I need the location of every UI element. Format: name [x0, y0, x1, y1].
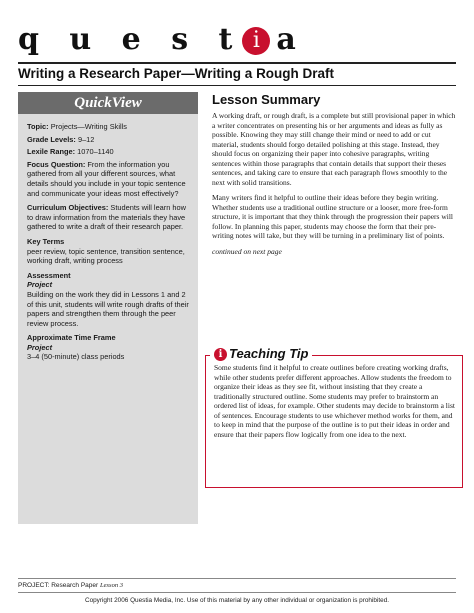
- logo-i-badge: i: [242, 27, 270, 55]
- footer-rule-2: [18, 592, 456, 593]
- page-title: Writing a Research Paper—Writing a Rough Draft: [18, 66, 335, 81]
- lesson-summary-paragraph-2: Many writers find it helpful to outline their ideas before they begin writing. Whether students use a traditional outline structure or a looser, more free-form structure, it is important that they think through the progression their papers will follow. In planning this paper, students may choose the form that their pre-writing notes will take, but they will be turning in a preliminary list of points.: [212, 193, 453, 240]
- quickview-heading: QuickView: [74, 95, 142, 111]
- time-frame-sub: Project: [27, 342, 53, 352]
- footer-project-label: PROJECT: Research Paper: [18, 582, 99, 589]
- curriculum-row: [27, 203, 193, 232]
- teaching-tip-header: [210, 345, 312, 363]
- copyright-notice: Copyright 2006 Questia Media, Inc. Use of this material by any other individual or organization is prohibited.: [84, 597, 390, 604]
- time-frame-row: [27, 333, 193, 362]
- curriculum-label: Curriculum Objectives:: [27, 203, 109, 213]
- time-frame-value: 3–4 (50-minute) class periods: [27, 352, 125, 362]
- topic-label: Topic:: [27, 122, 49, 131]
- curriculum-value: Students will learn how to draw information from the materials they have gathered to write a draft of their research paper.: [27, 203, 186, 232]
- topic-row: [27, 122, 193, 132]
- header-rule: [18, 62, 456, 64]
- teaching-tip-text: Some students find it helpful to create outlines before creating working drafts, while other students prefer different approaches. Allow students the freedom to organize their ideas as they see fit, without insisting that they create a traditionally structured outline. Some students may prefer to brainstorm an ordered list of ideas, for example. Other students may decide to brainstorm a list of sentences. Encourage students to use whichever method works for them, and to keep in mind that the purpose of the outline is to put their ideas in order and ensure that their papers flow logically from one idea to the next.: [214, 363, 455, 439]
- key-terms-row: [27, 237, 193, 266]
- key-terms-value: peer review, topic sentence, transition sentence, working draft, writing process: [27, 246, 185, 266]
- lesson-summary-paragraph-1: A working draft, or rough draft, is a complete but still provisional paper in which a writer concentrates on presenting his or her arguments and ideas as fully as possible. Knowing they may still change their mind or need to add or cut material, students should forgo detailed polishing at this stage. Instead, they should focus on organizing their paper into cohesive paragraphs, writing sentences within those paragraphs that contain details that support their theses sentences, and taking care to ensure that each paragraph flows smoothly to the next with solid transitions.: [212, 111, 456, 187]
- lesson-summary-title: Lesson Summary: [212, 92, 321, 107]
- grade-row: [27, 135, 193, 145]
- info-icon: i: [214, 348, 227, 361]
- time-frame-label: Approximate Time Frame: [27, 333, 116, 343]
- footer-rule: [18, 578, 456, 579]
- questia-logo: [18, 22, 306, 58]
- logo-letter-after: a: [276, 22, 306, 57]
- continued-note: continued on next page: [212, 246, 282, 256]
- assessment-label: Assessment: [27, 270, 71, 280]
- lexile-value: 1070–1140: [77, 147, 114, 157]
- lesson-summary-body: [212, 111, 456, 262]
- quickview-body: [27, 122, 193, 365]
- grade-value: 9–12: [77, 134, 95, 144]
- key-terms-label: Key Terms: [27, 236, 65, 246]
- lexile-label: Lexile Range:: [27, 147, 76, 157]
- footer-project: [18, 582, 123, 589]
- topic-value: Projects—Writing Skills: [50, 122, 127, 131]
- teaching-tip-title: Teaching Tip: [229, 346, 309, 361]
- lexile-row: [27, 147, 193, 157]
- assessment-value: Building on the work they did in Lessons 1 and 2 of this unit, students will write rough drafts of their papers and strengthen them through the peer review process.: [27, 289, 189, 328]
- title-rule: [18, 85, 456, 86]
- footer-lesson-label: Lesson 3: [100, 582, 123, 589]
- grade-label: Grade Levels:: [27, 134, 76, 144]
- logo-letters-before: q u e s t: [18, 22, 243, 57]
- focus-label: Focus Question:: [27, 159, 86, 169]
- focus-row: [27, 160, 193, 198]
- quickview-header: [18, 92, 198, 114]
- assessment-row: [27, 271, 193, 329]
- assessment-sub: Project: [27, 280, 53, 290]
- focus-value: From the information you gathered from all your different sources, what details should you include in your topic sentence and communicate your ideas most effectively?: [27, 159, 186, 198]
